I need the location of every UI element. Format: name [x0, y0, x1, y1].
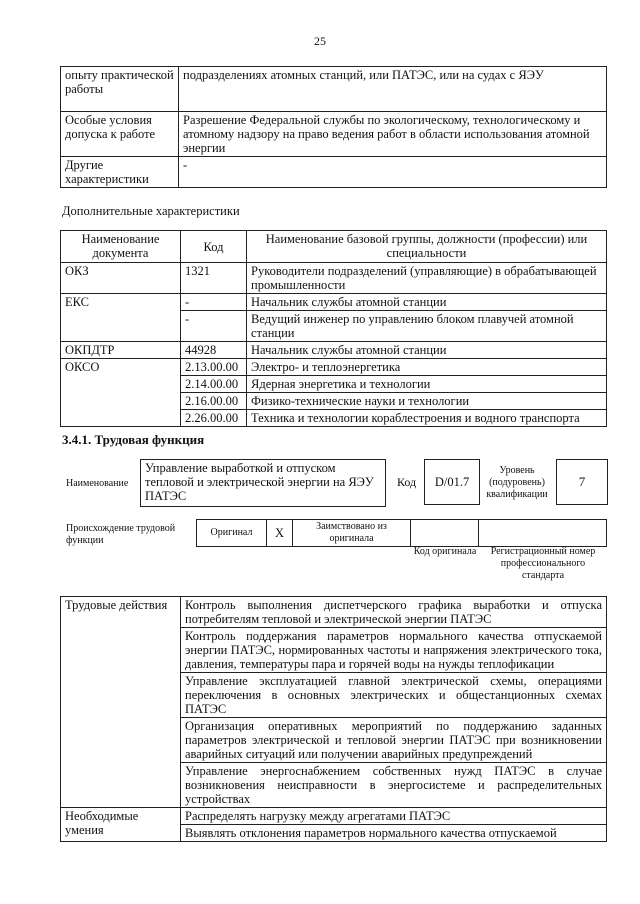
row-value: Разрешение Федеральной службы по экологическому, технологическому и атомному надзору на право ведения работ в области использования атомной энергии	[179, 112, 607, 157]
code-cell: 1321	[181, 263, 247, 294]
action-item: Управление энергоснабжением собственных нужд ПАТЭС в случае возникновения неисправности в энергосистеме и распределительных устройствах	[181, 763, 607, 808]
original-mark: X	[267, 520, 293, 547]
code-cell: 2.14.00.00	[181, 376, 247, 393]
table-row	[61, 67, 607, 112]
table-row	[61, 808, 607, 825]
name-cell: Физико-технические науки и технологии	[247, 393, 607, 410]
column-header: Код	[181, 231, 247, 263]
action-item: Контроль поддержания параметров нормального качества отпускаемой энергии ПАТЭС, нормированных частоты и напряжения электрического тока, давления, температуры пара и горячей воды на нужды теплофикации	[181, 628, 607, 673]
origin-table	[196, 519, 607, 547]
code-cell: -	[181, 311, 247, 342]
table-row	[61, 294, 607, 311]
code-label: Код	[397, 475, 417, 489]
original-cell: Оригинал	[197, 520, 267, 547]
row-label: Особые условия допуска к работе	[61, 112, 179, 157]
name-cell: Ядерная энергетика и технологии	[247, 376, 607, 393]
table-row	[61, 157, 607, 188]
name-cell: Ведущий инженер по управлению блоком плавучей атомной станции	[247, 311, 607, 342]
skill-item: Выявлять отклонения параметров нормального качества отпускаемой	[181, 825, 607, 842]
skill-item: Распределять нагрузку между агрегатами ПАТЭС	[181, 808, 607, 825]
doc-cell: ОКПДТР	[61, 342, 181, 359]
code-cell: 44928	[181, 342, 247, 359]
additional-heading: Дополнительные характеристики	[62, 204, 240, 218]
row-label: опыту практической работы	[61, 67, 179, 112]
skills-label: Необходимые умения	[61, 808, 181, 842]
doc-cell: ЕКС	[61, 294, 181, 342]
table-row	[197, 520, 607, 547]
name-cell: Руководители подразделений (управляющие) в обрабатывающей промышленности	[247, 263, 607, 294]
doc-cell: ОКЗ	[61, 263, 181, 294]
reg-number-cell	[479, 520, 607, 547]
code-caption: Код оригинала	[413, 546, 477, 557]
code-cell: 2.26.00.00	[181, 410, 247, 427]
table-row	[61, 359, 607, 376]
origin-label: Происхождение трудовой функции	[66, 523, 176, 546]
name-cell: Начальник службы атомной станции	[247, 294, 607, 311]
labor-actions-table	[60, 596, 607, 842]
name-cell: Электро- и теплоэнергетика	[247, 359, 607, 376]
function-code-box: D/01.7	[424, 459, 480, 505]
code-cell: 2.16.00.00	[181, 393, 247, 410]
name-cell: Начальник службы атомной станции	[247, 342, 607, 359]
column-header: Наименование документа	[61, 231, 181, 263]
table-row	[61, 112, 607, 157]
page-number: 25	[314, 34, 326, 48]
level-label: Уровень (подуровень) квалификации	[486, 465, 548, 500]
table-row	[61, 597, 607, 628]
action-item: Управление эксплуатацией главной электрической схемы, операциями переключения в основных электрических и общестанционных схемах ПАТЭС	[181, 673, 607, 718]
original-code-cell	[411, 520, 479, 547]
function-heading: 3.4.1. Трудовая функция	[62, 432, 205, 447]
table-row	[61, 263, 607, 294]
doc-cell: ОКСО	[61, 359, 181, 427]
level-box: 7	[556, 459, 608, 505]
action-item: Организация оперативных мероприятий по поддержанию заданных параметров электрической и тепловой энергии ПАТЭС при возникновении аварийных ситуаций или получении аварийных предупреждений	[181, 718, 607, 763]
table-header-row	[61, 231, 607, 263]
qualification-requirements-table	[60, 66, 607, 188]
additional-characteristics-table	[60, 230, 607, 427]
actions-label: Трудовые действия	[61, 597, 181, 808]
name-label: Наименование	[66, 478, 129, 489]
code-cell: -	[181, 294, 247, 311]
action-item: Контроль выполнения диспетчерского графика выработки и отпуска потребителям тепловой и электрической энергии ПАТЭС	[181, 597, 607, 628]
row-value: -	[179, 157, 607, 188]
row-label: Другие характеристики	[61, 157, 179, 188]
function-name-box: Управление выработкой и отпуском тепловой и электрической энергии на ЯЭУ ПАТЭС	[140, 459, 386, 507]
table-row	[61, 342, 607, 359]
code-cell: 2.13.00.00	[181, 359, 247, 376]
reg-caption: Регистрационный номер профессионального стандарта	[490, 546, 596, 581]
row-value: подразделениях атомных станций, или ПАТЭС, или на судах с ЯЭУ	[179, 67, 607, 112]
name-cell: Техника и технологии кораблестроения и водного транспорта	[247, 410, 607, 427]
borrowed-cell: Заимствовано из оригинала	[293, 520, 411, 547]
column-header: Наименование базовой группы, должности (профессии) или специальности	[247, 231, 607, 263]
